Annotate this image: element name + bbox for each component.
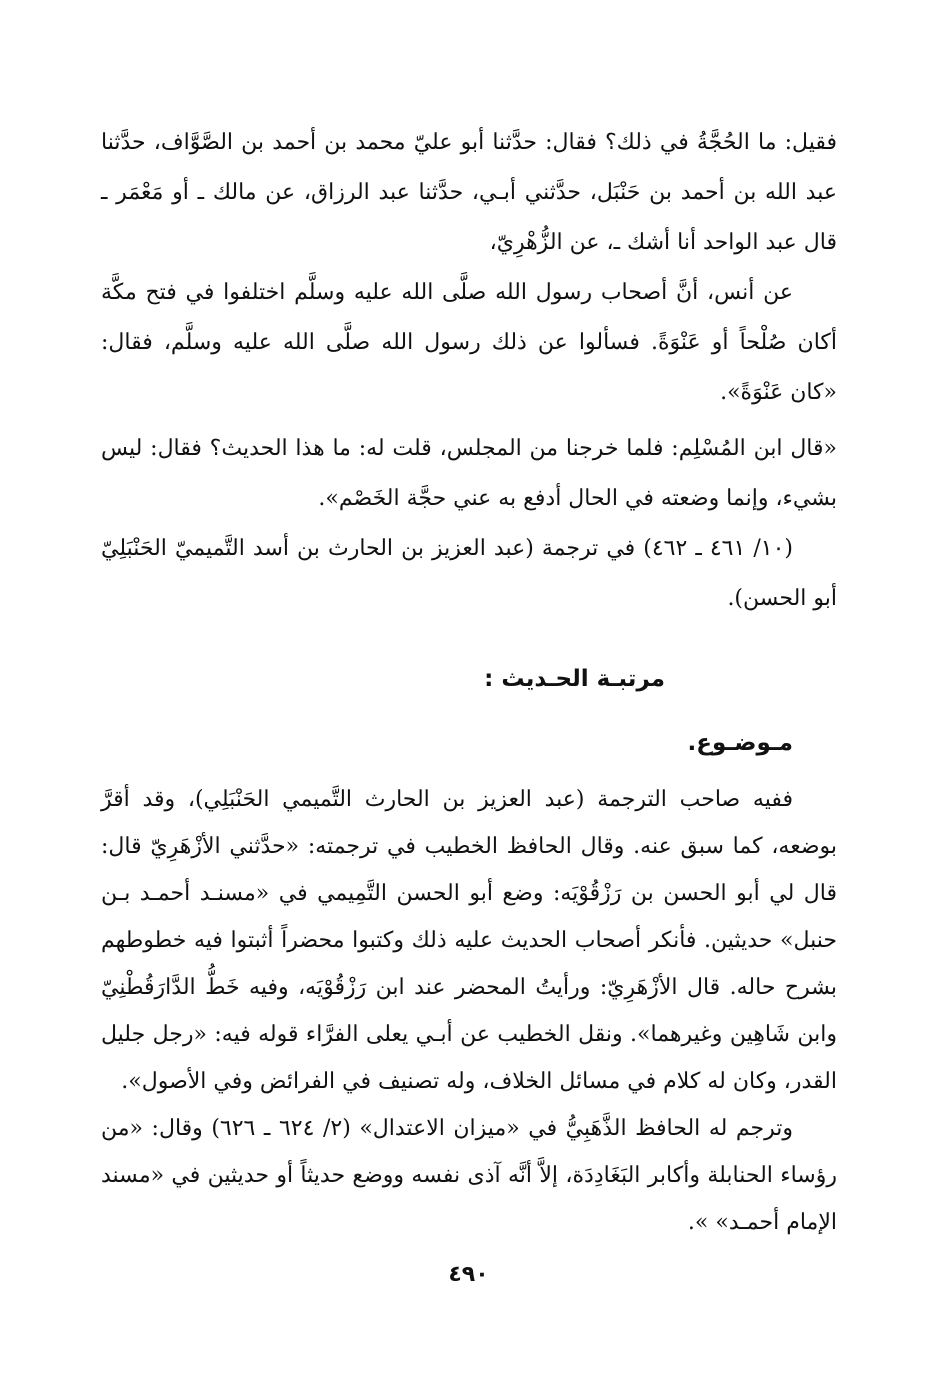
reference-paragraph: (١٠/ ٤٦١ ـ ٤٦٢) في ترجمة (عبد العزيز بن الحارث بن أسد التَّميميّ الحَنْبَلِيّ أبو الحسن). (101, 536, 837, 611)
analysis-paragraph: ففيه صاحب الترجمة (عبد العزيز بن الحارث التَّميمي الحَنْبَلِي)، وقد أقرَّ بوضعه، كما سبق عنه. وقال الحافظ الخطيب في ترجمته: «حدَّثني الأزْهَرِيّ قال: قال لي أبو الحسن بن رَزْقُوْيَه: وضع أبو الحسن التَّمِيمي في «مسنـد أحمـد بـن حنبل» حديثين. فأنكر أصحاب الحديث عليه ذلك وكتبوا محضراً أثبتوا فيه خطوطهم بشرح حاله. قال الأزْهَرِيّ: ورأيتُ المحضر عند ابن رَزْقُوْيَه، وفيه خَطُّ الدَّارَقُطْنِيّ وابن شَاهِين وغيرهما». ونقل الخطيب عن أبـي يعلى الفرَّاء قوله فيه: «رجل جليل القدر، وكان له كلام في مسائل الخلاف، وله تصنيف في الفرائض وفي الأصول». (101, 787, 837, 1094)
page-number: ٤٩٠ (448, 1262, 489, 1287)
isnad-paragraph: فقيل: ما الحُجَّةُ في ذلك؟ فقال: حدَّثنا أبو عليّ محمد بن أحمد بن الصَّوَّاف، حدَّثنا عبد الله بن أحمد بن حَنْبَل، حدَّثني أبـي، حدَّثنا عبد الرزاق، عن مالك ـ أو مَعْمَر ـ قال عبد الواحد أنا أشك ـ، عن الزُّهْرِيّ، (101, 130, 837, 255)
dhahabi-paragraph: وترجم له الحافظ الذَّهَبِيُّ في «ميزان الاعتدال» (٢/ ٦٢٤ ـ ٦٢٦) وقال: «من رؤساء الحنابلة وأكابر البَغَادِدَة، إلاَّ أنَّه آذى نفسه ووضع حديثاً أو حديثين في «مسند الإمام أحمـد» ». (101, 1116, 837, 1235)
hadith-grade: مـوضـوع. (687, 730, 793, 756)
page-body (101, 118, 837, 1246)
ibn-al-muslim-quote-paragraph: «قال ابن المُسْلِم: فلما خرجنا من المجلس، قلت له: ما هذا الحديث؟ فقال: ليس بشيء، وإنما وضعته في الحال أدفع به عني حجَّة الخَصْم». (101, 436, 837, 511)
section-heading: مرتبـة الحـديث : (484, 666, 665, 692)
hadith-text-paragraph: عن أنس، أنَّ أصحاب رسول الله صلَّى الله عليه وسلَّم اختلفوا في فتح مكَّة أكان صُلْحاً أو عَنْوَةً. فسألوا عن ذلك رسول الله صلَّى الله عليه وسلَّم، فقال: «كان عَنْوَةً». (101, 280, 837, 405)
